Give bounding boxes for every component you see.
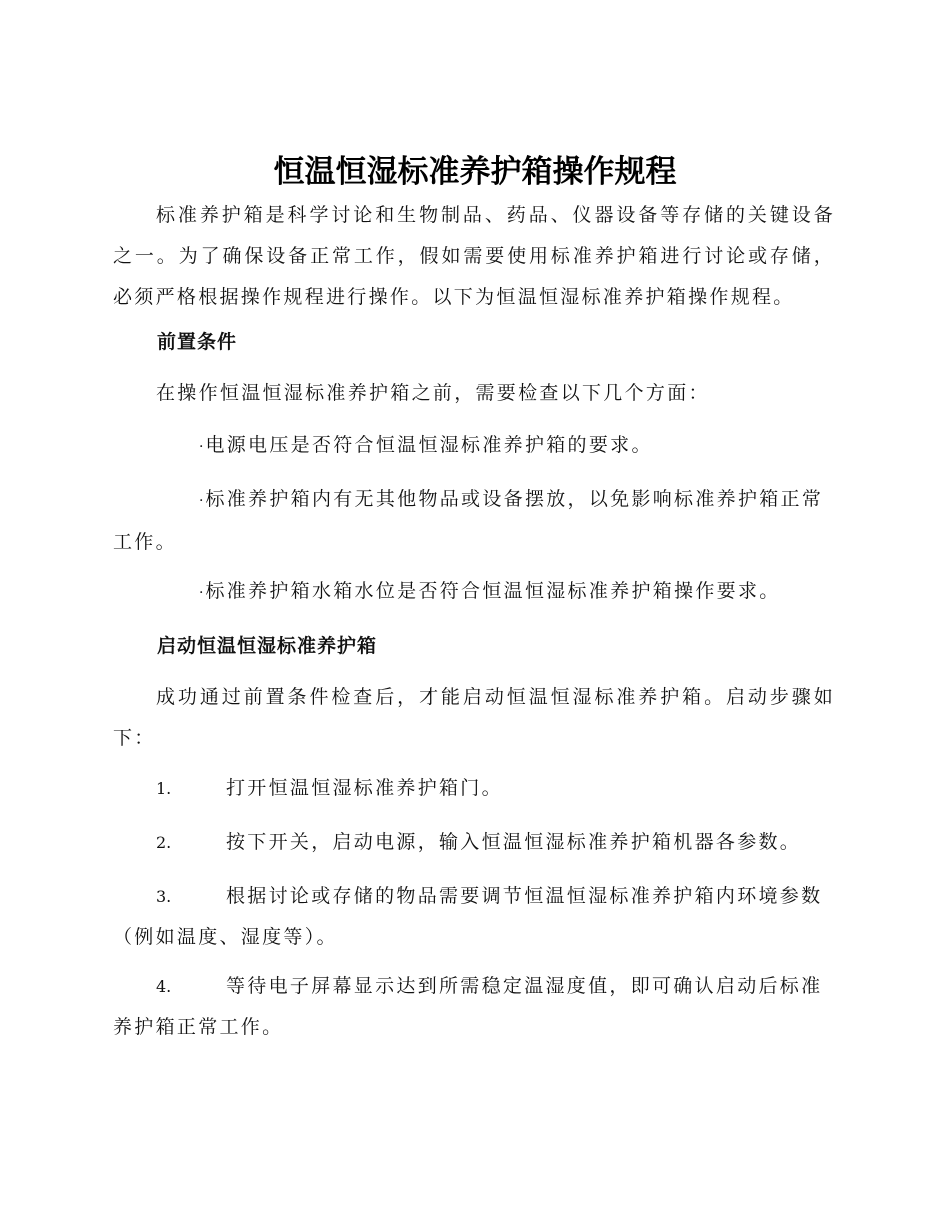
step-text: 等待电子屏幕显示达到所需稳定温湿度值，即可确认启动后标准养护箱正常工作。 xyxy=(113,975,823,1038)
bullet-text: 标准养护箱水箱水位是否符合恒温恒湿标准养护箱操作要求。 xyxy=(205,580,781,602)
step-item xyxy=(113,966,835,1048)
step-number: 1. xyxy=(156,779,172,798)
startup-lead: 成功通过前置条件检查后，才能启动恒温恒湿标准养护箱。启动步骤如下： xyxy=(113,686,835,749)
step-item xyxy=(113,876,835,958)
bullet-item xyxy=(113,479,835,563)
section-heading-startup: 启动恒温恒湿标准养护箱 xyxy=(157,635,378,657)
bullet-item xyxy=(113,425,835,468)
step-item xyxy=(113,822,835,863)
bullet-dot: · xyxy=(199,493,204,509)
bullet-text: 标准养护箱内有无其他物品或设备摆放，以免影响标准养护箱正常工作。 xyxy=(113,488,824,553)
step-text: 按下开关，启动电源，输入恒温恒湿标准养护箱机器各参数。 xyxy=(226,831,802,853)
bullet-dot: · xyxy=(199,439,204,455)
bullet-item xyxy=(113,571,835,614)
step-number: 4. xyxy=(156,977,172,996)
document-title: 恒温恒湿标准养护箱操作规程 xyxy=(273,154,677,190)
bullet-text: 电源电压是否符合恒温恒湿标准养护箱的要求。 xyxy=(205,434,653,456)
bullet-dot: · xyxy=(199,585,204,601)
preconditions-lead: 在操作恒温恒湿标准养护箱之前，需要检查以下几个方面： xyxy=(156,382,710,404)
step-item xyxy=(113,768,835,809)
step-text: 打开恒温恒湿标准养护箱门。 xyxy=(226,777,503,799)
step-number: 3. xyxy=(156,887,172,906)
step-text: 根据讨论或存储的物品需要调节恒温恒湿标准养护箱内环境参数（例如温度、湿度等）。 xyxy=(113,885,823,948)
step-number: 2. xyxy=(156,833,172,852)
intro-paragraph: 标准养护箱是科学讨论和生物制品、药品、仪器设备等存储的关键设备之一。为了确保设备正常工作，假如需要使用标准养护箱进行讨论或存储，必须严格根据操作规程进行操作。以下为恒温恒湿标准养护箱操作规程。 xyxy=(113,204,835,308)
section-heading-preconditions: 前置条件 xyxy=(157,331,238,353)
